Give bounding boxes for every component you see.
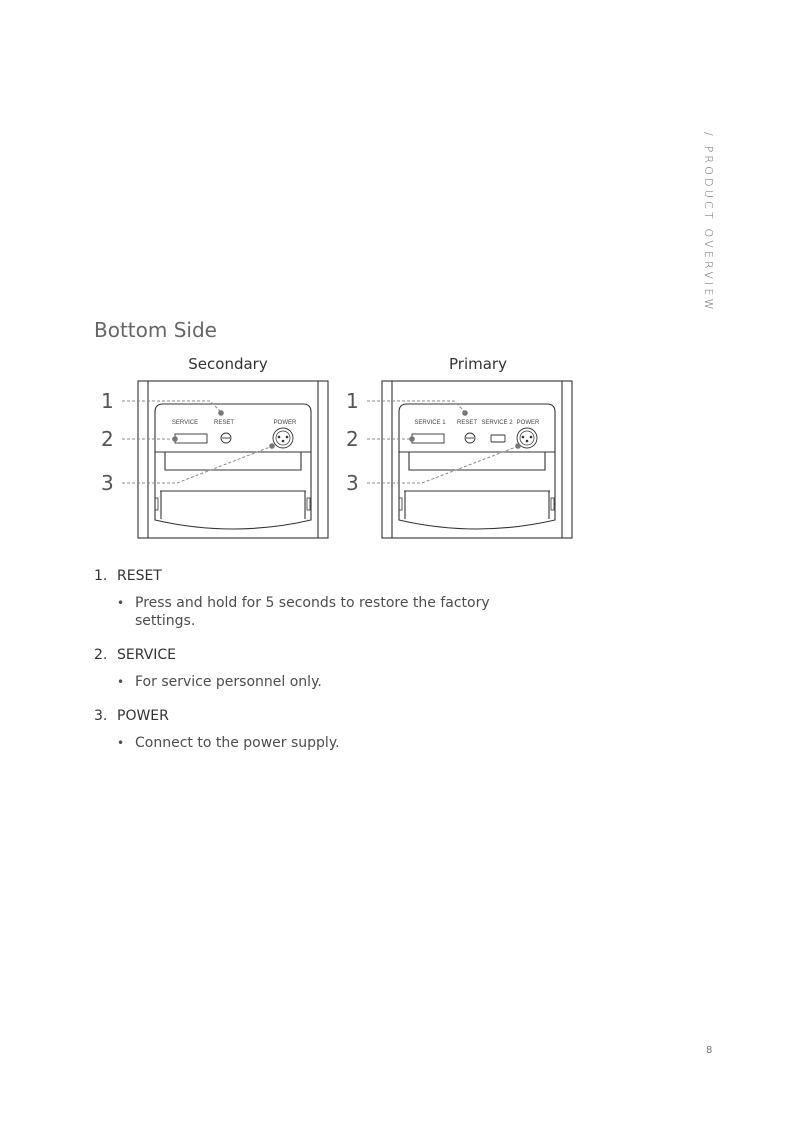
bullet-icon: •	[117, 736, 125, 750]
page-number: 8	[706, 1045, 713, 1056]
bullet-text: Press and hold for 5 seconds to restore the factory settings.	[135, 595, 490, 629]
bullet-icon: •	[117, 596, 125, 610]
primary-device-illustration	[382, 381, 572, 538]
list-item-title: RESET	[117, 568, 162, 584]
primary-callout-3: 3	[346, 471, 359, 495]
bullet-icon: •	[117, 675, 125, 689]
list-item-bullet	[117, 594, 534, 630]
list-item-title: POWER	[117, 708, 169, 724]
section-side-header: / PRODUCT OVERVIEW	[702, 132, 715, 313]
list-item-reset	[94, 568, 534, 584]
list-item-bullet	[117, 673, 534, 691]
list-item-title: SERVICE	[117, 647, 177, 663]
secondary-diagram-caption: Secondary	[188, 355, 268, 373]
secondary-callout-2: 2	[101, 427, 114, 451]
primary-port-label-power: POWER	[516, 420, 540, 426]
list-item-power	[94, 708, 534, 724]
secondary-callout-3: 3	[101, 471, 114, 495]
list-item-service	[94, 647, 534, 663]
secondary-port-label-reset: RESET	[213, 420, 235, 426]
primary-diagram-caption: Primary	[449, 355, 507, 373]
list-item-number: 2.	[94, 647, 108, 663]
secondary-port-label-service: SERVICE	[171, 420, 199, 426]
bottom-side-diagrams	[0, 0, 793, 560]
secondary-port-label-power: POWER	[273, 420, 297, 426]
secondary-callout-1: 1	[101, 389, 114, 413]
button-description-list	[94, 568, 534, 752]
primary-port-label-service-1: SERVICE 1	[414, 420, 446, 426]
bullet-text: Connect to the power supply.	[135, 735, 340, 751]
list-item-number: 3.	[94, 708, 108, 724]
primary-callout-1: 1	[346, 389, 359, 413]
list-item-number: 1.	[94, 568, 108, 584]
primary-port-label-service-2: SERVICE 2	[481, 420, 513, 426]
secondary-callout-lines	[122, 401, 270, 483]
primary-callout-2: 2	[346, 427, 359, 451]
secondary-device-illustration	[138, 381, 328, 538]
section-title: Bottom Side	[94, 318, 217, 342]
primary-port-label-reset: RESET	[456, 420, 478, 426]
bullet-text: For service personnel only.	[135, 674, 322, 690]
list-item-bullet	[117, 734, 534, 752]
